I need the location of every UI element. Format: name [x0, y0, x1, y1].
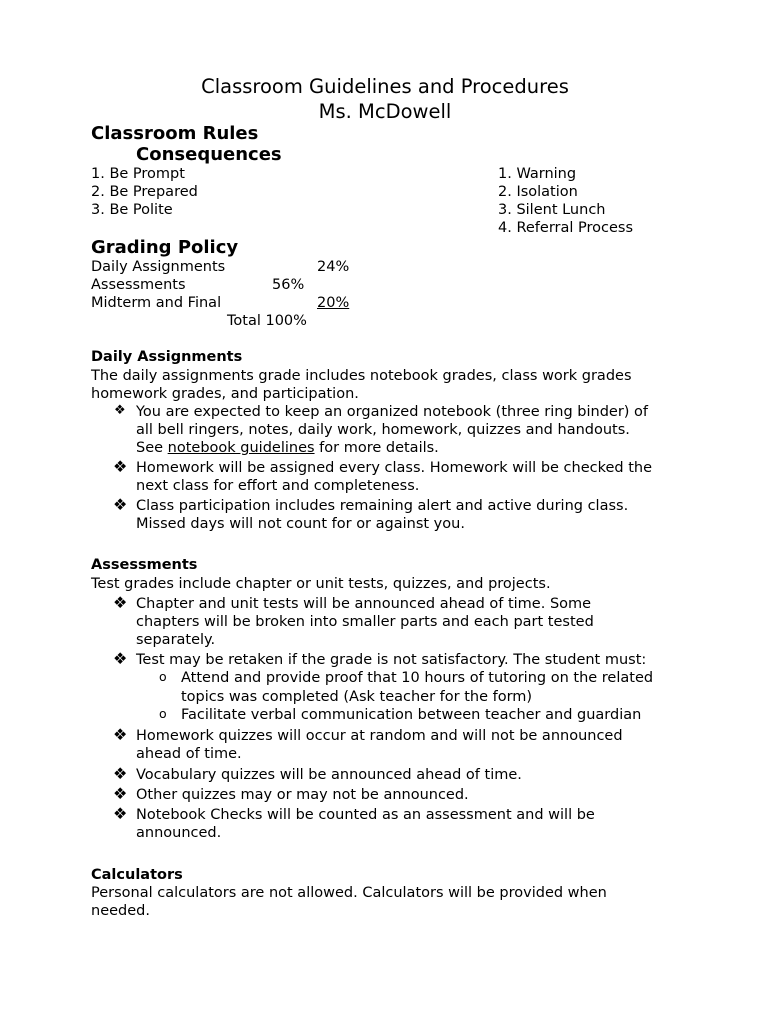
- bullet-text: next class for effort and completeness.: [136, 478, 420, 494]
- diamond-bullet-icon: ❖: [113, 457, 128, 476]
- grading-label: Midterm and Final: [91, 295, 222, 311]
- grading-value: 20%: [317, 295, 350, 311]
- sub-bullet-text: Attend and provide proof that 10 hours of tutoring on the related: [181, 670, 654, 686]
- see-text: See: [136, 440, 168, 456]
- diamond-bullet-icon: ❖: [114, 403, 126, 418]
- bullet-text: Missed days will not count for or against you.: [136, 516, 465, 532]
- bullet-text: chapters will be broken into smaller parts and each part tested: [136, 614, 594, 630]
- grading-label: Assessments: [91, 277, 186, 293]
- bullet-text-see: [136, 439, 439, 457]
- diamond-bullet-icon: ❖: [113, 649, 128, 668]
- assessments-heading: Assessments: [91, 557, 198, 573]
- bullet-text: Other quizzes may or may not be announced.: [136, 787, 469, 803]
- bullet-text: announced.: [136, 825, 222, 841]
- consequence-item: 2. Isolation: [498, 184, 578, 200]
- diamond-bullet-icon: ❖: [113, 784, 128, 803]
- grading-total: Total 100%: [227, 313, 307, 329]
- bullet-text: ahead of time.: [136, 746, 242, 762]
- bullet-text: Test may be retaken if the grade is not satisfactory. The student must:: [136, 652, 647, 668]
- daily-intro-line: homework grades, and participation.: [91, 386, 359, 402]
- rule-item: 3. Be Polite: [91, 202, 173, 218]
- grading-label: Daily Assignments: [91, 259, 226, 275]
- consequences-heading: Consequences: [136, 144, 282, 165]
- bullet-text: Class participation includes remaining alert and active during class.: [136, 498, 629, 514]
- consequence-item: 3. Silent Lunch: [498, 202, 606, 218]
- bullet-text: Vocabulary quizzes will be announced ahead of time.: [136, 767, 522, 783]
- daily-intro-line: The daily assignments grade includes notebook grades, class work grades: [91, 368, 632, 384]
- sub-bullet-text: topics was completed (Ask teacher for the form): [181, 689, 533, 705]
- consequence-item: 1. Warning: [498, 166, 577, 182]
- sub-bullet-icon: o: [159, 669, 167, 684]
- page-title: Classroom Guidelines and Procedures: [201, 75, 569, 98]
- sub-bullet-icon: o: [159, 706, 167, 721]
- diamond-bullet-icon: ❖: [113, 725, 128, 744]
- diamond-bullet-icon: ❖: [113, 593, 128, 612]
- calculators-text: Personal calculators are not allowed. Calculators will be provided when: [91, 885, 607, 901]
- grading-heading: Grading Policy: [91, 237, 239, 258]
- rules-heading: Classroom Rules: [91, 123, 259, 144]
- teacher-name: Ms. McDowell: [318, 100, 452, 123]
- daily-heading: Daily Assignments: [91, 349, 243, 365]
- notebook-guidelines-link[interactable]: notebook guidelines: [167, 440, 315, 456]
- diamond-bullet-icon: ❖: [113, 495, 128, 514]
- sub-bullet-text: Facilitate verbal communication between teacher and guardian: [181, 707, 642, 723]
- see-text-end: for more details.: [314, 440, 439, 456]
- bullet-text: Notebook Checks will be counted as an assessment and will be: [136, 807, 595, 823]
- bullet-text: Chapter and unit tests will be announced ahead of time. Some: [136, 596, 592, 612]
- calculators-text: needed.: [91, 903, 150, 919]
- bullet-text: Homework will be assigned every class. Homework will be checked the: [136, 460, 653, 476]
- assessments-intro: Test grades include chapter or unit tests, quizzes, and projects.: [91, 576, 551, 592]
- bullet-text: You are expected to keep an organized notebook (three ring binder) of: [136, 404, 649, 420]
- bullet-text: separately.: [136, 632, 216, 648]
- rule-item: 2. Be Prepared: [91, 184, 198, 200]
- bullet-text: Homework quizzes will occur at random and will not be announced: [136, 728, 623, 744]
- diamond-bullet-icon: ❖: [113, 764, 128, 783]
- bullet-text: all bell ringers, notes, daily work, homework, quizzes and handouts.: [136, 422, 630, 438]
- consequence-item: 4. Referral Process: [498, 220, 634, 236]
- calculators-heading: Calculators: [91, 867, 183, 883]
- grading-value: 56%: [272, 277, 305, 293]
- grading-value: 24%: [317, 259, 350, 275]
- diamond-bullet-icon: ❖: [113, 804, 128, 823]
- rule-item: 1. Be Prompt: [91, 166, 185, 182]
